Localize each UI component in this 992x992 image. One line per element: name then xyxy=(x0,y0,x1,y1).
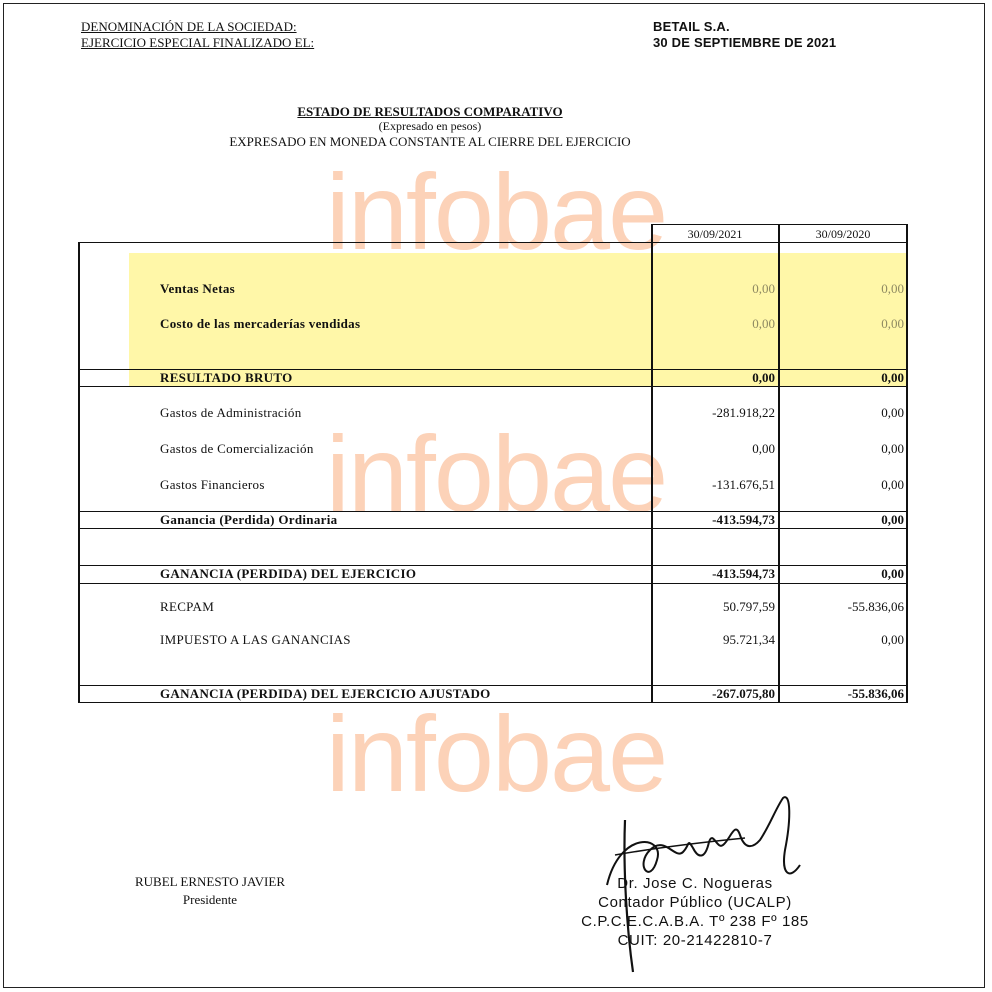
row-value-2021: -267.075,80 xyxy=(712,686,775,701)
row-value-2020: 0,00 xyxy=(881,566,904,581)
title-sub1: (Expresado en pesos) xyxy=(378,119,482,133)
row-label: GANANCIA (PERDIDA) DEL EJERCICIO AJUSTADO xyxy=(160,686,491,701)
row-label: Gastos de Comercialización xyxy=(160,441,314,456)
president-name: RUBEL ERNESTO JAVIER xyxy=(135,874,285,889)
row-value-2021: -281.918,22 xyxy=(712,405,775,420)
society-label: DENOMINACIÓN DE LA SOCIEDAD: xyxy=(81,19,297,34)
table-line xyxy=(78,242,908,243)
row-label: Costo de las mercaderías vendidas xyxy=(160,316,361,331)
row-label: RECPAM xyxy=(160,599,215,614)
row-label: Ventas Netas xyxy=(160,281,235,296)
accountant-title: Contador Público (UCALP) xyxy=(598,894,792,911)
row-value-2020: 0,00 xyxy=(881,370,904,385)
row-value-2020: -55.836,06 xyxy=(847,599,904,614)
table-line xyxy=(78,702,908,703)
row-value-2021: 0,00 xyxy=(752,441,775,456)
row-value-2021: 0,00 xyxy=(752,281,775,296)
table-line xyxy=(78,528,908,529)
header-labels xyxy=(81,19,314,51)
row-value-2021: -413.594,73 xyxy=(712,512,775,527)
table-line xyxy=(906,224,908,703)
row-label: RESULTADO BRUTO xyxy=(160,370,293,385)
accountant-cuit: CUIT: 20-21422810-7 xyxy=(617,932,773,949)
row-value-2021: 95.721,34 xyxy=(723,632,775,647)
row-label: Gastos de Administración xyxy=(160,405,302,420)
watermark: infobae xyxy=(325,693,667,814)
row-value-2020: 0,00 xyxy=(881,441,904,456)
header-values xyxy=(653,19,836,51)
president-role: Presidente xyxy=(182,892,238,907)
accountant-name: Dr. Jose C. Nogueras xyxy=(617,875,773,892)
table-line xyxy=(778,224,780,703)
row-value-2021: 0,00 xyxy=(752,316,775,331)
table-line xyxy=(78,242,80,703)
watermark: infobae xyxy=(325,151,667,272)
row-value-2020: 0,00 xyxy=(881,477,904,492)
watermark: infobae xyxy=(325,413,667,534)
exercise-label: EJERCICIO ESPECIAL FINALIZADO EL: xyxy=(81,35,315,50)
title-sub2: EXPRESADO EN MONEDA CONSTANTE AL CIERRE DEL EJERCICIO xyxy=(229,134,631,149)
table-line xyxy=(78,386,908,387)
table-line xyxy=(651,224,653,703)
column-header-2021: 30/09/2021 xyxy=(687,227,743,241)
row-label: IMPUESTO A LAS GANANCIAS xyxy=(160,632,351,647)
accountant-registration: C.P.C.E.C.A.B.A. Tº 238 Fº 185 xyxy=(581,913,809,930)
column-header-2020: 30/09/2020 xyxy=(815,227,871,241)
accountant-signature-block xyxy=(560,874,830,950)
row-value-2020: 0,00 xyxy=(881,281,904,296)
row-value-2020: 0,00 xyxy=(881,632,904,647)
president-signature-block xyxy=(100,873,320,909)
page-frame xyxy=(3,3,985,988)
company-name: BETAIL S.A. xyxy=(653,19,730,34)
row-value-2020: 0,00 xyxy=(881,512,904,527)
row-label: Gastos Financieros xyxy=(160,477,265,492)
exercise-date: 30 DE SEPTIEMBRE DE 2021 xyxy=(653,35,837,50)
row-value-2021: -131.676,51 xyxy=(712,477,775,492)
row-label: Ganancia (Perdida) Ordinaria xyxy=(160,512,338,527)
title-main: ESTADO DE RESULTADOS COMPARATIVO xyxy=(297,104,563,119)
table-line xyxy=(78,583,908,584)
row-value-2021: -413.594,73 xyxy=(712,566,775,581)
row-value-2021: 0,00 xyxy=(752,370,775,385)
row-value-2020: 0,00 xyxy=(881,405,904,420)
statement-title xyxy=(180,104,680,149)
row-label: GANANCIA (PERDIDA) DEL EJERCICIO xyxy=(160,566,417,581)
row-value-2020: 0,00 xyxy=(881,316,904,331)
row-value-2021: 50.797,59 xyxy=(723,599,775,614)
row-value-2020: -55.836,06 xyxy=(847,686,904,701)
